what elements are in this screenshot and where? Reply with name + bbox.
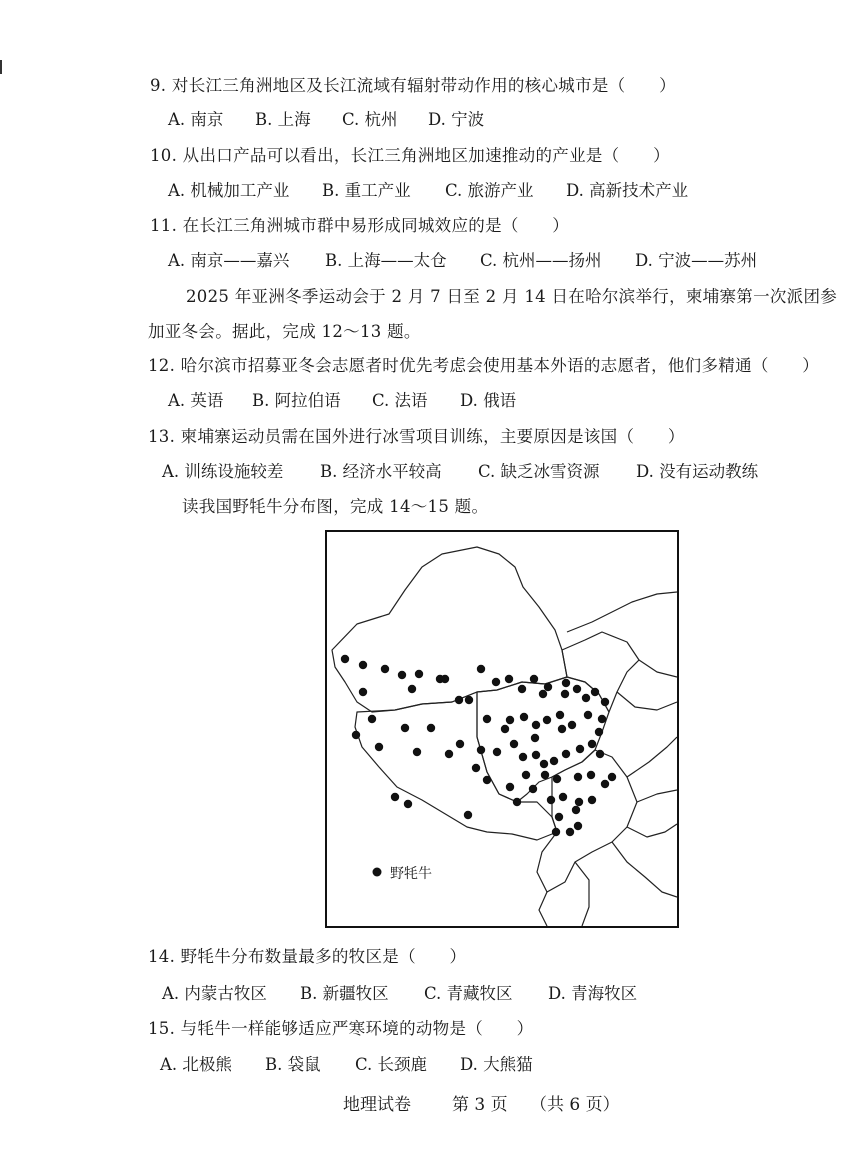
q14-option-c[interactable]: C. 青藏牧区 — [424, 984, 513, 1003]
q10-option-d[interactable]: D. 高新技术产业 — [566, 181, 689, 200]
legend-label: 野牦牛 — [390, 866, 432, 882]
yak-location-dot — [568, 721, 576, 729]
yak-location-dot — [477, 665, 485, 673]
yak-location-dot — [483, 715, 491, 723]
yak-location-dot — [477, 746, 485, 754]
q12-option-c[interactable]: C. 法语 — [372, 391, 428, 410]
q13-option-b[interactable]: B. 经济水平较高 — [320, 462, 442, 481]
legend-dot — [373, 868, 382, 877]
yak-location-dot — [341, 655, 349, 663]
q14-option-d[interactable]: D. 青海牧区 — [548, 984, 638, 1003]
q14-option-a[interactable]: A. 内蒙古牧区 — [162, 984, 267, 1003]
passage-12-13-line1: 2025 年亚洲冬季运动会于 2 月 7 日至 2 月 14 日在哈尔滨举行，柬埔寨第一次派团参 — [186, 287, 838, 306]
q13-option-c[interactable]: C. 缺乏冰雪资源 — [478, 462, 600, 481]
yak-distribution-map — [325, 530, 679, 928]
yak-location-dot — [555, 813, 563, 821]
yak-location-dot — [415, 670, 423, 678]
yak-location-dot — [501, 725, 509, 733]
q14-option-b[interactable]: B. 新疆牧区 — [300, 984, 389, 1003]
question-15-stem: 15. 与牦牛一样能够适应严寒环境的动物是（ ） — [148, 1019, 534, 1038]
yak-location-dot — [531, 734, 539, 742]
yak-location-dot — [529, 785, 537, 793]
question-12-stem: 12. 哈尔滨市招募亚冬会志愿者时优先考虑会使用基本外语的志愿者，他们多精通（ ） — [148, 356, 820, 375]
yak-location-dot — [381, 665, 389, 673]
q15-option-b[interactable]: B. 袋鼠 — [265, 1055, 321, 1074]
q11-option-b[interactable]: B. 上海——太仓 — [325, 251, 447, 270]
q13-option-a[interactable]: A. 训练设施较差 — [162, 462, 284, 481]
edge-mark — [0, 60, 6, 74]
yak-location-dot — [561, 690, 569, 698]
q15-option-a[interactable]: A. 北极熊 — [160, 1055, 232, 1074]
q15-option-c[interactable]: C. 长颈鹿 — [355, 1055, 428, 1074]
yak-location-dot — [574, 773, 582, 781]
passage-12-13-line2: 加亚冬会。据此，完成 12～13 题。 — [148, 322, 421, 341]
yak-location-dot — [562, 679, 570, 687]
q12-option-d[interactable]: D. 俄语 — [460, 391, 517, 410]
yak-location-dot — [493, 748, 501, 756]
yak-location-dot — [582, 694, 590, 702]
yak-location-dot — [506, 716, 514, 724]
q10-option-a[interactable]: A. 机械加工产业 — [168, 181, 290, 200]
q11-option-c[interactable]: C. 杭州——扬州 — [480, 251, 602, 270]
yak-location-dot — [588, 796, 596, 804]
yak-location-dot — [465, 696, 473, 704]
yak-location-dot — [596, 750, 604, 758]
yak-location-dot — [391, 793, 399, 801]
yak-location-dot — [587, 771, 595, 779]
question-10-stem: 10. 从出口产品可以看出，长江三角洲地区加速推动的产业是（ ） — [150, 146, 670, 165]
yak-location-dot — [559, 793, 567, 801]
yak-location-dot — [472, 764, 480, 772]
question-14-stem: 14. 野牦牛分布数量最多的牧区是（ ） — [148, 947, 467, 966]
yak-location-dot — [520, 713, 528, 721]
yak-location-dot — [550, 757, 558, 765]
yak-location-dot — [532, 751, 540, 759]
yak-location-dot — [456, 740, 464, 748]
yak-location-dot — [398, 671, 406, 679]
yak-location-dot — [408, 685, 416, 693]
yak-location-dot — [464, 811, 472, 819]
q12-option-b[interactable]: B. 阿拉伯语 — [252, 391, 341, 410]
yak-location-dot — [588, 740, 596, 748]
passage-14-15: 读我国野牦牛分布图，完成 14～15 题。 — [182, 497, 489, 516]
footer-page: 第 3 页 — [452, 1095, 508, 1115]
yak-location-dot — [506, 783, 514, 791]
province-boundaries — [332, 547, 677, 926]
yak-location-dot — [359, 688, 367, 696]
yak-location-dot — [543, 716, 551, 724]
yak-location-dot — [492, 678, 500, 686]
question-11-stem: 11. 在长江三角洲城市群中易形成同城效应的是（ ） — [150, 216, 570, 235]
yak-location-dot — [540, 760, 548, 768]
q15-option-d[interactable]: D. 大熊猫 — [460, 1055, 533, 1074]
map-svg — [327, 532, 677, 926]
yak-location-dot — [375, 743, 383, 751]
yak-location-dot — [352, 731, 360, 739]
yak-location-dot — [539, 690, 547, 698]
yak-location-dot — [401, 724, 409, 732]
yak-location-dot — [584, 711, 592, 719]
q13-option-d[interactable]: D. 没有运动教练 — [636, 462, 759, 481]
yak-points — [341, 655, 616, 836]
yak-location-dot — [574, 822, 582, 830]
yak-location-dot — [601, 698, 609, 706]
q11-option-a[interactable]: A. 南京——嘉兴 — [168, 251, 290, 270]
question-9-stem: 9. 对长江三角洲地区及长江流域有辐射带动作用的核心城市是（ ） — [150, 76, 676, 95]
yak-location-dot — [598, 715, 606, 723]
footer-total: （共 6 页） — [530, 1095, 620, 1115]
yak-location-dot — [541, 771, 549, 779]
yak-location-dot — [359, 661, 367, 669]
yak-location-dot — [576, 745, 584, 753]
yak-location-dot — [519, 753, 527, 761]
yak-location-dot — [510, 740, 518, 748]
yak-location-dot — [404, 800, 412, 808]
q9-option-c[interactable]: C. 杭州 — [342, 110, 398, 129]
yak-location-dot — [532, 721, 540, 729]
q10-option-c[interactable]: C. 旅游产业 — [445, 181, 534, 200]
yak-location-dot — [595, 728, 603, 736]
q10-option-b[interactable]: B. 重工产业 — [322, 181, 411, 200]
yak-location-dot — [441, 675, 449, 683]
q9-option-a[interactable]: A. 南京 — [168, 110, 224, 129]
yak-location-dot — [552, 828, 560, 836]
yak-location-dot — [553, 775, 561, 783]
yak-location-dot — [601, 780, 609, 788]
yak-location-dot — [505, 675, 513, 683]
yak-location-dot — [547, 796, 555, 804]
question-13-stem: 13. 柬埔寨运动员需在国外进行冰雪项目训练，主要原因是该国（ ） — [148, 427, 685, 446]
yak-location-dot — [513, 798, 521, 806]
yak-location-dot — [455, 696, 463, 704]
yak-location-dot — [591, 688, 599, 696]
yak-location-dot — [368, 715, 376, 723]
yak-location-dot — [427, 724, 435, 732]
q9-option-b[interactable]: B. 上海 — [255, 110, 311, 129]
q12-option-a[interactable]: A. 英语 — [168, 391, 224, 410]
yak-location-dot — [562, 750, 570, 758]
yak-location-dot — [575, 798, 583, 806]
q11-option-d[interactable]: D. 宁波——苏州 — [635, 251, 758, 270]
yak-location-dot — [518, 685, 526, 693]
yak-location-dot — [445, 750, 453, 758]
yak-location-dot — [566, 828, 574, 836]
footer-subject: 地理试卷 — [343, 1095, 411, 1115]
q9-option-d[interactable]: D. 宁波 — [428, 110, 485, 129]
yak-location-dot — [572, 806, 580, 814]
yak-location-dot — [522, 771, 530, 779]
yak-location-dot — [608, 773, 616, 781]
yak-location-dot — [558, 725, 566, 733]
yak-location-dot — [556, 711, 564, 719]
yak-location-dot — [573, 685, 581, 693]
yak-location-dot — [483, 776, 491, 784]
yak-location-dot — [530, 675, 538, 683]
yak-location-dot — [544, 683, 552, 691]
yak-location-dot — [413, 748, 421, 756]
